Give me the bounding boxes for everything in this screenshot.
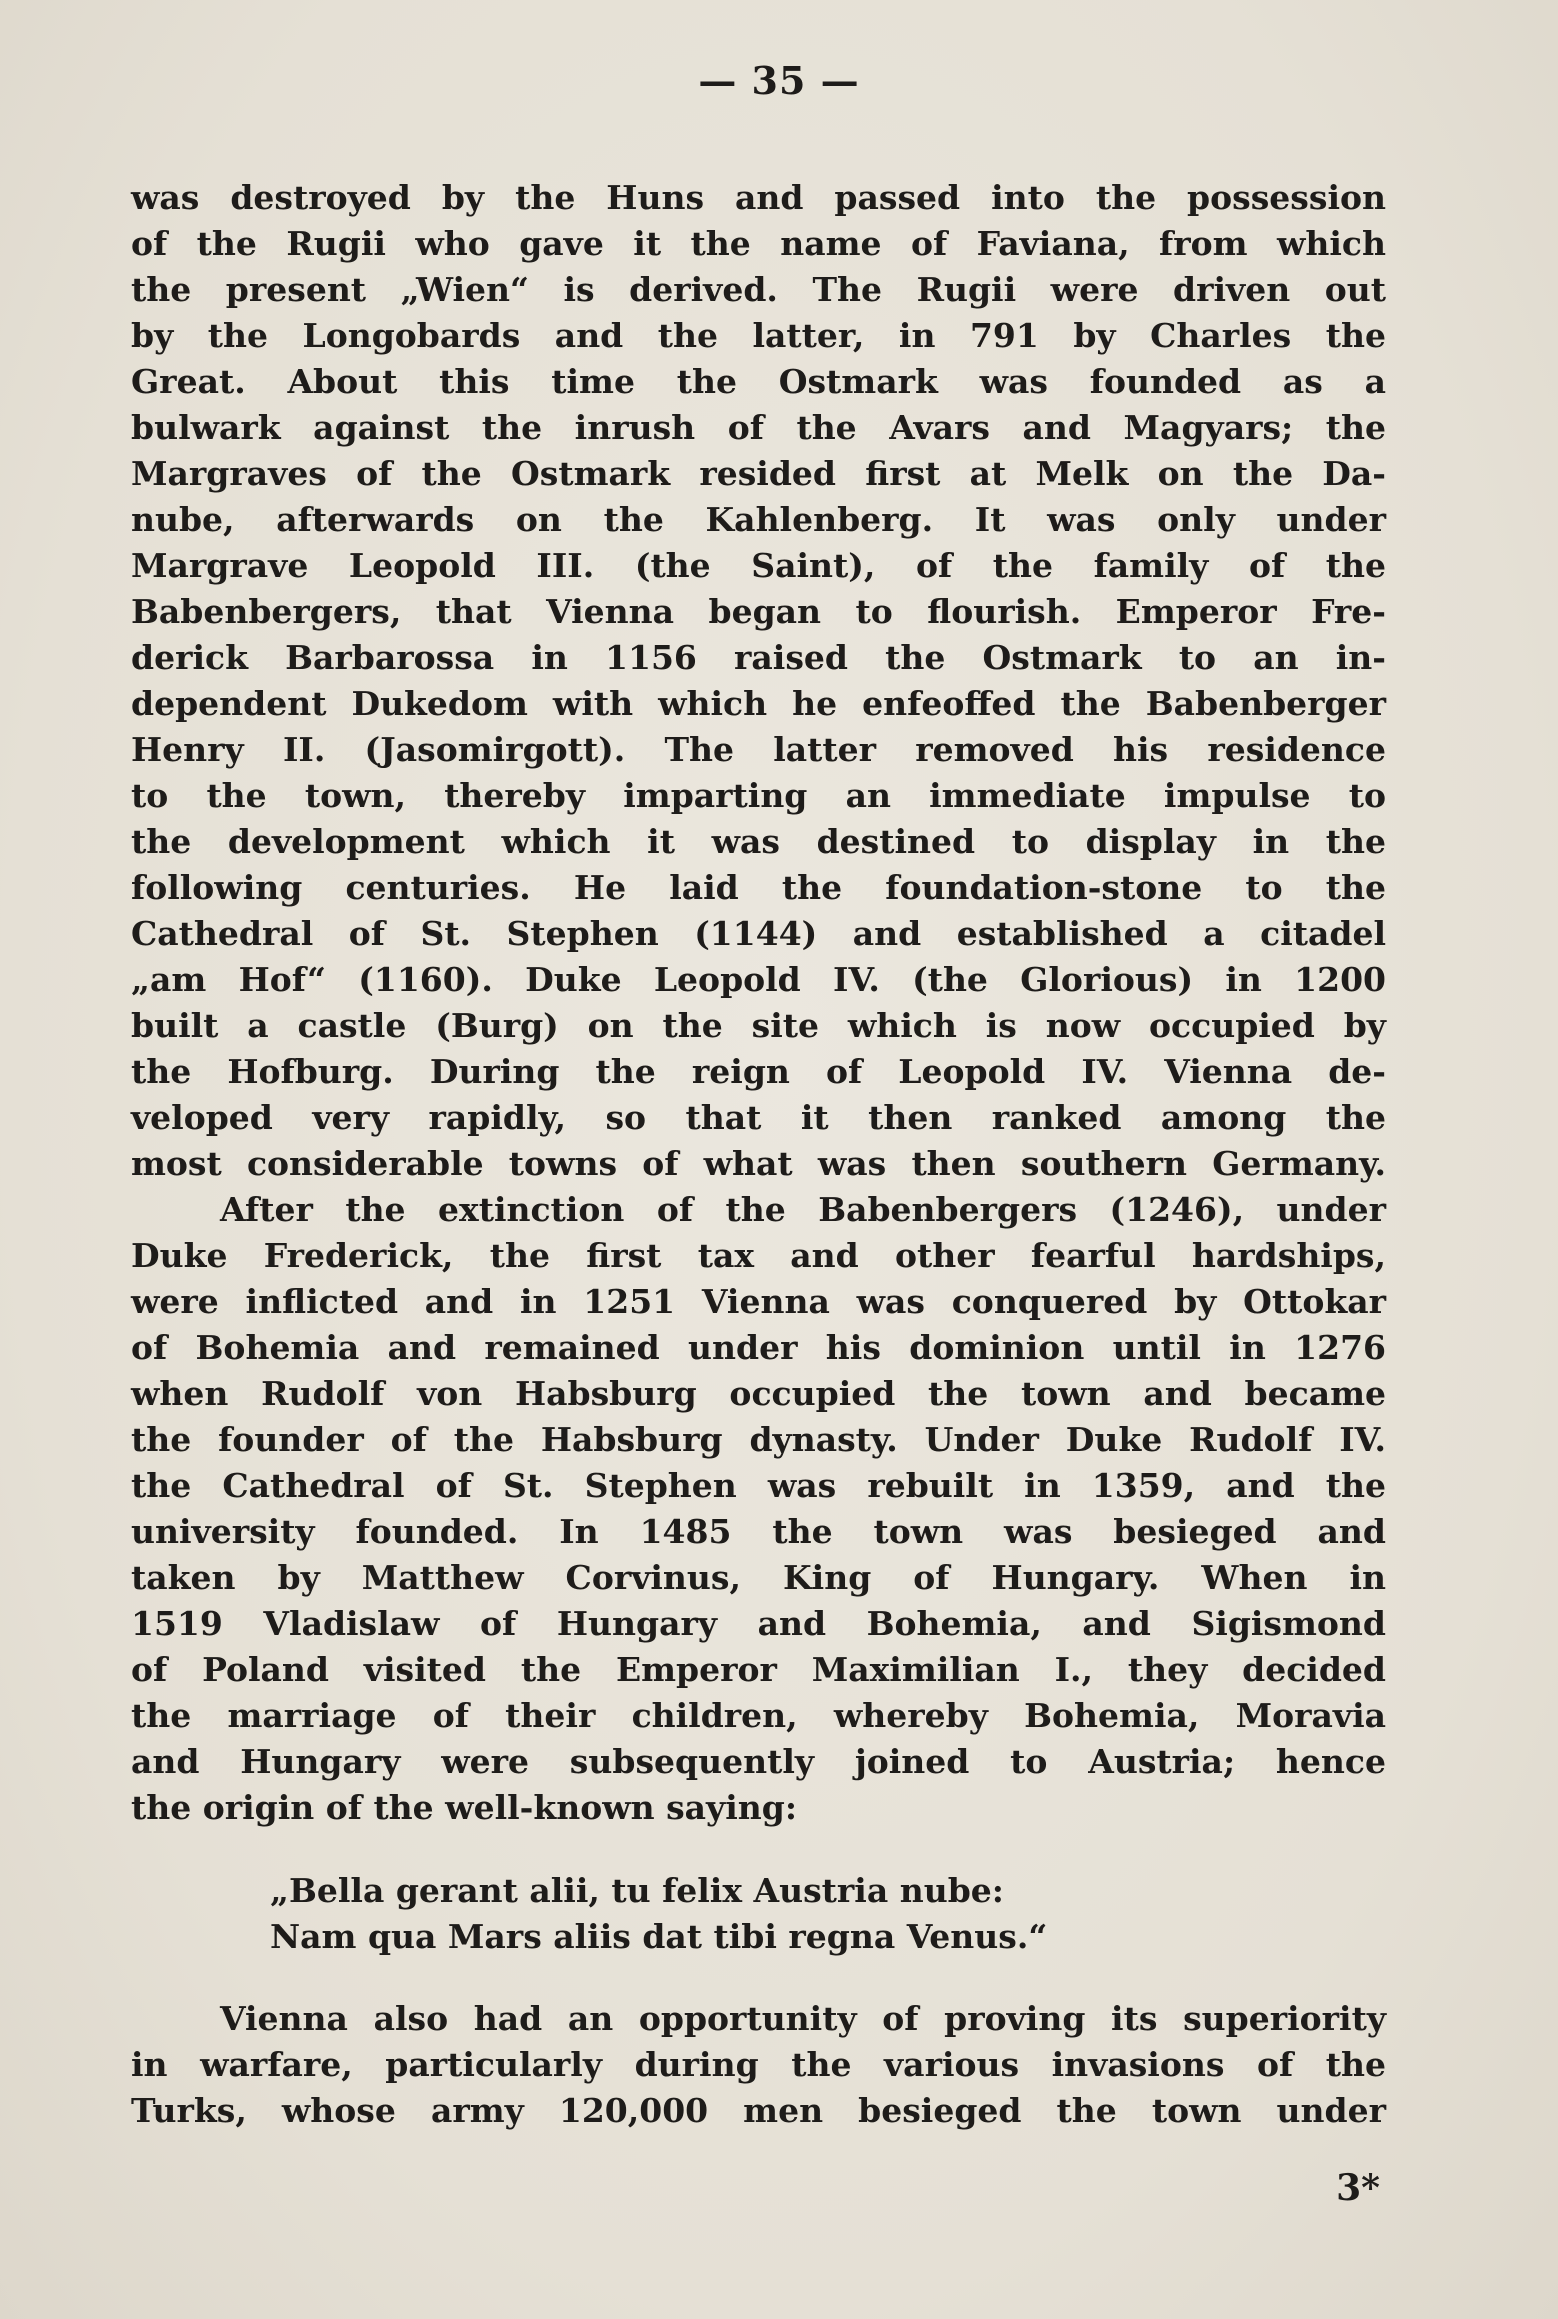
text-line: dependent Dukedom with which he enfeoffed the Babenberger bbox=[131, 684, 1386, 723]
text-line: of the Rugii who gave it the name of Faviana, from which bbox=[131, 224, 1386, 263]
text-line: university founded. In 1485 the town was besieged and bbox=[131, 1512, 1386, 1551]
text-line: Henry II. (Jasomirgott). The latter removed his residence bbox=[131, 730, 1386, 769]
text-line: the development which it was destined to display in the bbox=[131, 822, 1386, 861]
text-line: Vienna also had an opportunity of proving its superiority bbox=[220, 1999, 1386, 2038]
text-line: was destroyed by the Huns and passed into the possession bbox=[131, 178, 1386, 217]
text-line: and Hungary were subsequently joined to Austria; hence bbox=[131, 1742, 1386, 1781]
page-number: — 35 — bbox=[698, 58, 860, 103]
text-line: Duke Frederick, the first tax and other fearful hardships, bbox=[131, 1236, 1386, 1275]
text-line: the origin of the well-known saying: bbox=[131, 1788, 798, 1827]
text-line: taken by Matthew Corvinus, King of Hungary. When in bbox=[131, 1558, 1386, 1597]
text-line: the Cathedral of St. Stephen was rebuilt in 1359, and the bbox=[131, 1466, 1386, 1505]
text-line: After the extinction of the Babenbergers (1246), under bbox=[220, 1190, 1386, 1229]
text-line: built a castle (Burg) on the site which is now occupied by bbox=[131, 1006, 1386, 1045]
text-line: in warfare, particularly during the various invasions of the bbox=[131, 2045, 1386, 2084]
quote-line: Nam qua Mars aliis dat tibi regna Venus.“ bbox=[270, 1917, 1048, 1956]
text-line: the present „Wien“ is derived. The Rugii were driven out bbox=[131, 270, 1386, 309]
text-line: nube, afterwards on the Kahlenberg. It was only under bbox=[131, 500, 1386, 539]
text-line: bulwark against the inrush of the Avars and Magyars; the bbox=[131, 408, 1386, 447]
text-line: of Poland visited the Emperor Maximilian I., they decided bbox=[131, 1650, 1386, 1689]
text-line: were inflicted and in 1251 Vienna was conquered by Ottokar bbox=[131, 1282, 1386, 1321]
text-line: the marriage of their children, whereby Bohemia, Moravia bbox=[131, 1696, 1386, 1735]
signature-mark: 3* bbox=[1336, 2167, 1380, 2209]
text-line: by the Longobards and the latter, in 791 by Charles the bbox=[131, 316, 1386, 355]
text-line: Turks, whose army 120,000 men besieged the town under bbox=[131, 2091, 1386, 2130]
text-line: the founder of the Habsburg dynasty. Under Duke Rudolf IV. bbox=[131, 1420, 1386, 1459]
text-line: 1519 Vladislaw of Hungary and Bohemia, and Sigismond bbox=[131, 1604, 1386, 1643]
text-line: Margraves of the Ostmark resided first at Melk on the Da- bbox=[131, 454, 1386, 493]
text-line: Cathedral of St. Stephen (1144) and established a citadel bbox=[131, 914, 1386, 953]
text-line: the Hofburg. During the reign of Leopold IV. Vienna de- bbox=[131, 1052, 1386, 1091]
text-line: „am Hof“ (1160). Duke Leopold IV. (the Glorious) in 1200 bbox=[131, 960, 1386, 999]
text-line: Babenbergers, that Vienna began to flourish. Emperor Fre- bbox=[131, 592, 1386, 631]
text-line: most considerable towns of what was then southern Germany. bbox=[131, 1144, 1386, 1183]
quote-line: „Bella gerant alii, tu felix Austria nube: bbox=[270, 1871, 1004, 1910]
text-line: derick Barbarossa in 1156 raised the Ostmark to an in- bbox=[131, 638, 1386, 677]
text-line: veloped very rapidly, so that it then ranked among the bbox=[131, 1098, 1386, 1137]
text-line: Margrave Leopold III. (the Saint), of the family of the bbox=[131, 546, 1386, 585]
text-line: when Rudolf von Habsburg occupied the town and became bbox=[131, 1374, 1386, 1413]
text-line: of Bohemia and remained under his dominion until in 1276 bbox=[131, 1328, 1386, 1367]
text-line: to the town, thereby imparting an immediate impulse to bbox=[131, 776, 1386, 815]
text-line: Great. About this time the Ostmark was founded as a bbox=[131, 362, 1386, 401]
text-line: following centuries. He laid the foundation-stone to the bbox=[131, 868, 1386, 907]
